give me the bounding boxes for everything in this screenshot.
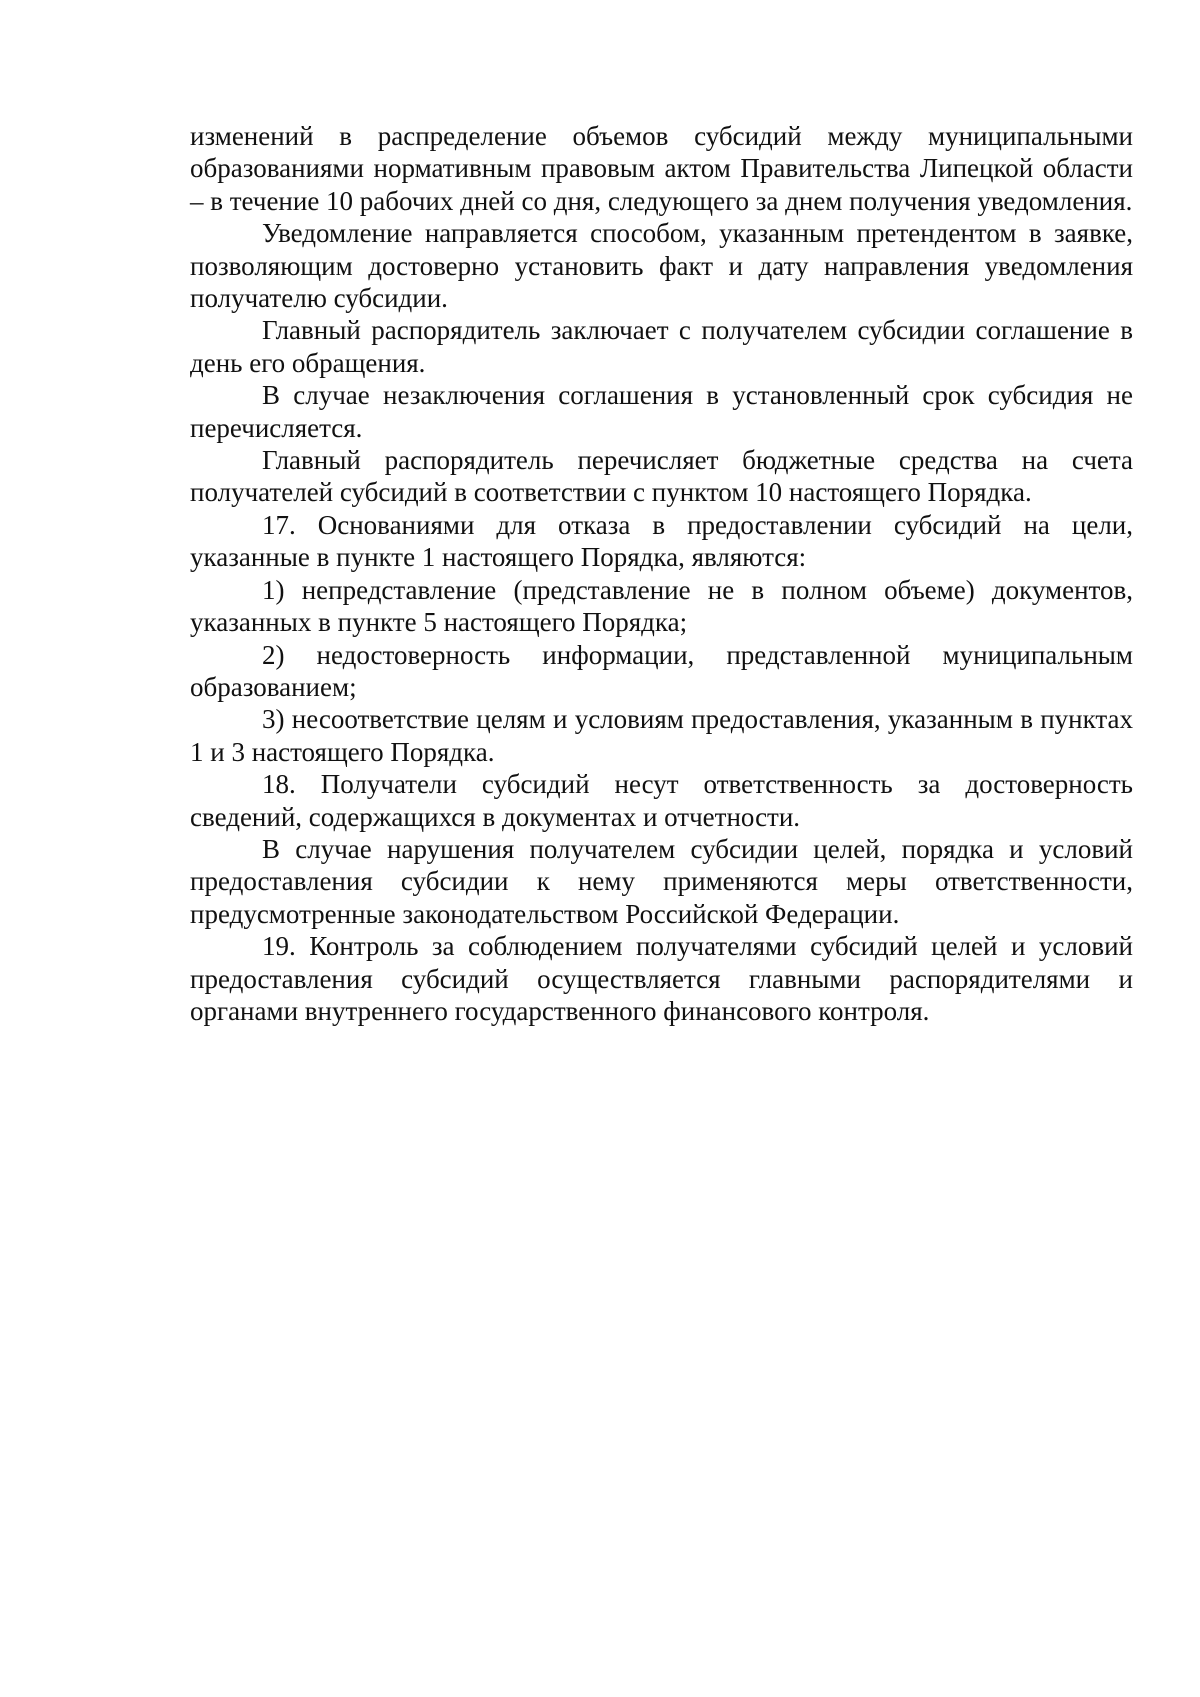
paragraph-item-17-3: 3) несоответствие целям и условиям предоставления, указанным в пунктах 1 и 3 настоящего Порядка. — [190, 704, 1133, 767]
paragraph-item-17-1: 1) непредставление (представление не в полном объеме) документов, указанных в пункте 5 настоящего Порядка; — [190, 574, 1133, 638]
paragraph-agreement: Главный распорядитель заключает с получателем субсидии соглашение в день его обращения. — [190, 315, 1133, 378]
paragraph-transfer-funds: Главный распорядитель перечисляет бюджетные средства на счета получателей субсидий в соответствии с пунктом 10 настоящего Порядка. — [190, 445, 1133, 508]
paragraph-notification-method: Уведомление направляется способом, указанным претендентом в заявке, позволяющим достоверно установить факт и дату направления уведомления получателю субсидии. — [190, 218, 1133, 314]
paragraph-continuation: изменений в распределение объемов субсидий между муниципальными образованиями нормативным правовым актом Правительства Липецкой области – в течение 10 рабочих дней со дня, следующего за днем получения уведомления. — [190, 121, 1133, 216]
paragraph-item-18: 18. Получатели субсидий несут ответственность за достоверность сведений, содержащихся в документах и отчетности. — [190, 769, 1133, 832]
document-body — [190, 120, 1133, 1027]
paragraph-item-17: 17. Основаниями для отказа в предоставлении субсидий на цели, указанные в пункте 1 настоящего Порядка, являются: — [190, 509, 1133, 573]
paragraph-no-agreement: В случае незаключения соглашения в установленный срок субсидия не перечисляется. — [190, 380, 1133, 443]
paragraph-item-17-2: 2) недостоверность информации, представленной муниципальным образованием; — [190, 639, 1133, 702]
paragraph-violation: В случае нарушения получателем субсидии целей, порядка и условий предоставления субсидии к нему применяются меры ответственности, предусмотренные законодательством Российской Федерации. — [190, 833, 1133, 929]
paragraph-item-19: 19. Контроль за соблюдением получателями субсидий целей и условий предоставления субсидий осуществляется главными распорядителями и органами внутреннего государственного финансового контроля. — [190, 931, 1133, 1026]
